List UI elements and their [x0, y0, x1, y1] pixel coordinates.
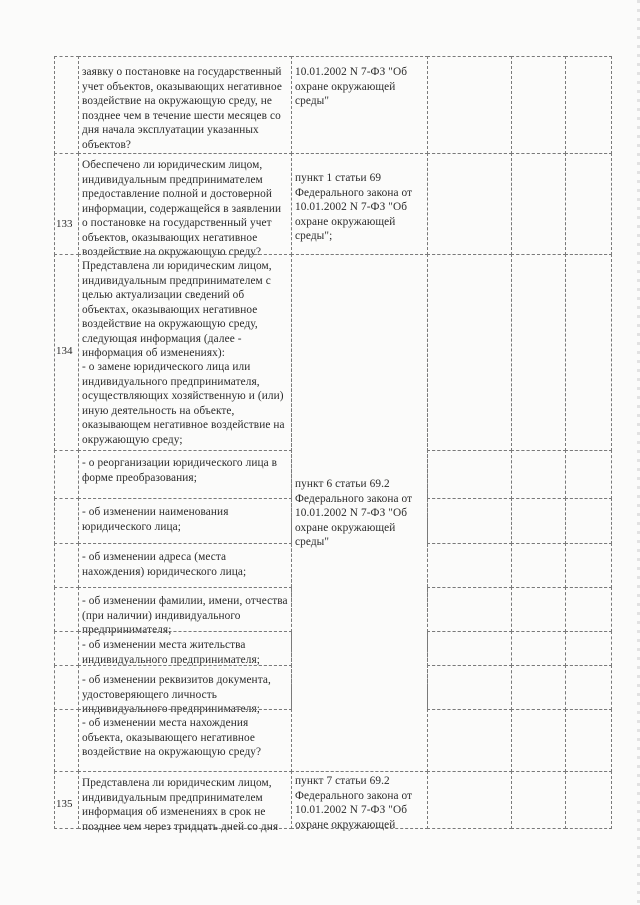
question-cell	[78, 254, 292, 451]
row-number-cell	[54, 631, 79, 666]
note-cell	[565, 709, 612, 772]
mark-cell	[427, 665, 512, 710]
sub-item-cell	[78, 587, 292, 636]
mark-cell	[511, 709, 566, 772]
sub-item-text: - о замене юридического лица или индивидуального предпринимателя, осуществляющих хозяйственную и (или) иную деятельность на объекте, оказывающем негативное воздействие на окружающую среду;	[82, 361, 285, 446]
note-cell	[565, 587, 612, 632]
note-cell	[565, 665, 612, 710]
note-cell	[565, 254, 612, 451]
legal-reference-text: пункт 6 статьи 69.2 Федерального закона от 10.01.2002 N 7-ФЗ "Об охране окружающей среды"	[295, 478, 413, 548]
checklist-table	[54, 56, 611, 833]
question-text: Обеспечено ли юридическим лицом, индивидуальным предпринимателем предоставление полной и достоверной информации, содержащейся в заявлении о постановке на государственный учет объектов, оказывающих негативное воздействие на окружающую среду?	[82, 159, 282, 258]
mark-cell	[511, 56, 566, 154]
row-number-cell	[54, 153, 79, 255]
sub-item-cell	[78, 665, 292, 715]
mark-cell	[511, 450, 566, 499]
row-number-cell	[54, 450, 79, 499]
mark-cell	[511, 665, 566, 710]
mark-cell	[427, 631, 512, 666]
sub-item-text: - об изменении адреса (места нахождения) юридического лица;	[82, 551, 247, 578]
legal-reference-cell	[291, 254, 428, 772]
row-number-cell	[54, 254, 79, 451]
note-cell	[565, 153, 612, 255]
mark-cell	[511, 543, 566, 588]
mark-cell	[427, 56, 512, 154]
row-number-cell	[54, 709, 79, 772]
legal-reference-text: пункт 7 статьи 69.2 Федерального закона от 10.01.2002 N 7-ФЗ "Об охране окружающей	[295, 775, 413, 831]
row-number-cell	[54, 665, 79, 710]
question-cell	[78, 153, 292, 258]
sub-item-text: - об изменении реквизитов документа, удостоверяющего личность индивидуального предпринимателя;	[82, 674, 271, 715]
sub-item-text: - о реорганизации юридического лица в форме преобразования;	[82, 457, 278, 484]
row-number-cell	[54, 498, 79, 544]
legal-reference-cell	[291, 771, 428, 829]
mark-cell	[427, 587, 512, 632]
sub-item-text: - об изменении места нахождения объекта, оказывающего негативное воздействие на окружающую среду?	[82, 717, 262, 758]
row-number: 135	[56, 798, 73, 810]
note-cell	[565, 631, 612, 666]
question-cell	[78, 771, 292, 833]
mark-cell	[427, 543, 512, 588]
legal-reference-text: 10.01.2002 N 7-ФЗ "Об охране окружающей среды"	[295, 66, 408, 107]
sub-item-cell	[78, 543, 292, 588]
mark-cell	[427, 450, 512, 499]
row-number-cell	[54, 587, 79, 632]
sub-item-cell	[78, 498, 292, 544]
sub-item-cell	[78, 450, 292, 499]
row-number-cell	[54, 56, 79, 154]
mark-cell	[511, 587, 566, 632]
note-cell	[565, 498, 612, 544]
row-number-cell	[54, 543, 79, 588]
note-cell	[565, 56, 612, 154]
question-cell	[78, 56, 292, 154]
note-cell	[565, 543, 612, 588]
question-text: Представлена ли юридическим лицом, индивидуальным предпринимателем с целью актуализации сведений об объектах, оказывающих негативное воздействие на окружающую среду, следующая информация (далее - информация об изменениях):	[82, 260, 272, 359]
sub-item-cell	[78, 709, 292, 772]
mark-cell	[511, 498, 566, 544]
note-cell	[565, 771, 612, 829]
row-number-cell	[54, 771, 79, 829]
mark-cell	[511, 771, 566, 829]
mark-cell	[511, 254, 566, 451]
mark-cell	[427, 498, 512, 544]
row-number: 134	[56, 345, 73, 357]
mark-cell	[427, 771, 512, 829]
mark-cell	[511, 153, 566, 255]
question-text: заявку о постановке на государственный учет объектов, оказывающих негативное воздействие на окружающую среду, не позднее чем в течение шести месяцев со дня начала эксплуатации указанных объектов?	[82, 66, 282, 151]
sub-item-text: - об изменении места жительства индивидуального предпринимателя;	[82, 639, 260, 666]
mark-cell	[427, 254, 512, 451]
note-cell	[565, 450, 612, 499]
row-number: 133	[56, 218, 73, 230]
mark-cell	[427, 709, 512, 772]
sub-item-text: - об изменении наименования юридического лица;	[82, 506, 229, 533]
question-text: Представлена ли юридическим лицом, индивидуальным предпринимателем информация об изменениях в срок не позднее чем через тридцать дней со дня	[82, 777, 279, 833]
mark-cell	[427, 153, 512, 255]
legal-reference-cell	[291, 153, 428, 255]
legal-reference-text: пункт 1 статьи 69 Федерального закона от 10.01.2002 N 7-ФЗ "Об охране окружающей среды";	[295, 172, 413, 242]
mark-cell	[511, 631, 566, 666]
sub-item-cell	[78, 631, 292, 666]
sub-item-text: - об изменении фамилии, имени, отчества (при наличии) индивидуального предпринимателя;	[82, 595, 288, 636]
legal-reference-cell	[291, 56, 428, 154]
